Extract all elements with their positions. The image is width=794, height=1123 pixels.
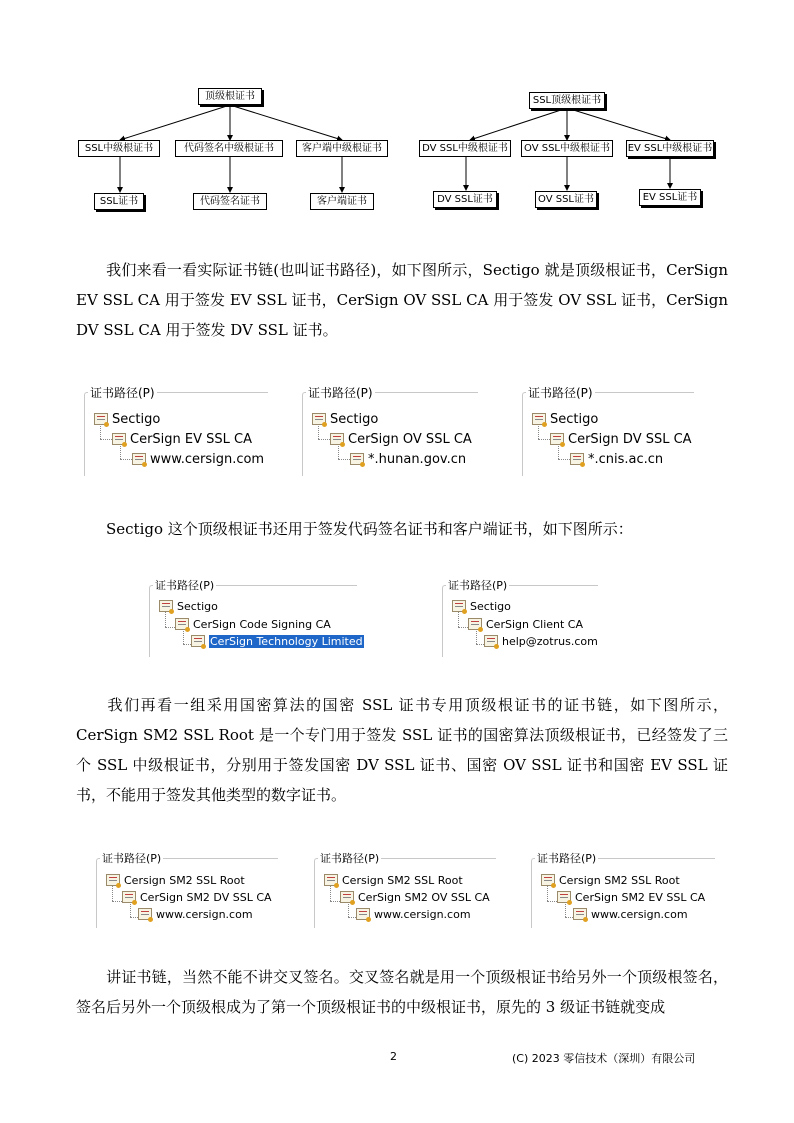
diagram-intermediate-box: DV SSL中级根证书 — [419, 140, 511, 157]
panel-title: 证书路径(P) — [102, 852, 162, 865]
paragraph — [76, 962, 728, 1022]
cert-path-panel — [296, 380, 478, 476]
panel-title: 证书路径(P) — [90, 386, 155, 400]
cert-node-leaf[interactable]: www.cersign.com — [356, 907, 471, 923]
paragraph-text: 我们再看一组采用国密算法的国密 SSL 证书专用顶级根证书的证书链，如下图所示，CerSign SM2 SSL Root 是一个专门用于签发 SSL 证书的国密算法顶级根证书，已经签发了三个 SSL 中级根证书，分别用于签发国密 DV SSL 证书、国密 OV SSL 证书和国密 EV SSL 证书，不能用于签发其他类型的数字证书。 — [76, 696, 728, 804]
cert-path-panel — [78, 380, 268, 476]
certificate-icon — [112, 433, 126, 445]
paragraph-text: 讲证书链，当然不能不讲交叉签名。交叉签名就是用一个顶级根证书给另外一个顶级根签名，签名后另外一个顶级根成为了第一个顶级根证书的中级根证书，原先的 3 级证书链就变成 — [76, 968, 728, 1016]
cert-node-root[interactable]: Sectigo — [452, 599, 511, 615]
paragraph-text: Sectigo 这个顶级根证书还用于签发代码签名证书和客户端证书，如下图所示： — [106, 520, 633, 538]
cert-node-leaf-selected[interactable]: CerSign Technology Limited — [191, 634, 364, 650]
diagram-leaf-box: 客户端证书 — [310, 193, 374, 210]
diagram-root-box: 顶级根证书 — [198, 88, 262, 105]
cert-node-intermediate[interactable]: CerSign SM2 DV SSL CA — [122, 890, 272, 906]
panel-title: 证书路径(P) — [155, 579, 215, 592]
cert-node-root[interactable]: Sectigo — [94, 412, 160, 428]
cert-node-intermediate[interactable]: CerSign SM2 EV SSL CA — [557, 890, 705, 906]
panel-title: 证书路径(P) — [320, 852, 380, 865]
diagram-leaf-box: SSL证书 — [94, 193, 144, 210]
certificate-icon — [132, 453, 146, 465]
cert-node-leaf[interactable]: help@zotrus.com — [484, 634, 598, 650]
cert-node-leaf[interactable]: *.hunan.gov.cn — [350, 452, 466, 468]
diagram-intermediate-box: OV SSL中级根证书 — [521, 140, 613, 157]
cert-node-intermediate[interactable]: CerSign Client CA — [468, 617, 583, 633]
certificate-icon — [541, 874, 555, 886]
cert-node-intermediate[interactable]: CerSign OV SSL CA — [330, 432, 472, 448]
certificate-icon — [138, 908, 152, 920]
cert-node-leaf[interactable]: *.cnis.ac.cn — [570, 452, 663, 468]
panel-title: 证书路径(P) — [528, 386, 593, 400]
diagram-leaf-box: OV SSL证书 — [535, 191, 597, 208]
certificate-icon — [312, 413, 326, 425]
certificate-icon — [324, 874, 338, 886]
footer-copyright: (C) 2023 零信技术（深圳）有限公司 — [512, 1052, 696, 1065]
cert-path-panel — [90, 846, 278, 928]
certificate-icon — [468, 618, 482, 630]
cert-node-leaf[interactable]: www.cersign.com — [573, 907, 688, 923]
cert-path-panel — [143, 573, 363, 657]
certificate-icon — [122, 891, 136, 903]
certificate-icon — [573, 908, 587, 920]
certificate-icon — [94, 413, 108, 425]
certificate-icon — [532, 413, 546, 425]
diagram-root-box: SSL顶级根证书 — [529, 92, 605, 109]
cert-node-intermediate[interactable]: CerSign Code Signing CA — [175, 617, 331, 633]
certificate-icon — [191, 635, 205, 647]
certificate-icon — [159, 600, 173, 612]
certificate-icon — [175, 618, 189, 630]
cert-node-leaf[interactable]: www.cersign.com — [138, 907, 253, 923]
cert-node-leaf[interactable]: www.cersign.com — [132, 452, 264, 468]
certificate-icon — [330, 433, 344, 445]
diagram-intermediate-box: EV SSL中级根证书 — [626, 140, 714, 157]
certificate-icon — [350, 453, 364, 465]
cert-node-root[interactable]: Cersign SM2 SSL Root — [324, 873, 463, 889]
certificate-icon — [106, 874, 120, 886]
cert-node-intermediate[interactable]: CerSign EV SSL CA — [112, 432, 252, 448]
cert-path-panel — [308, 846, 496, 928]
paragraph — [76, 690, 728, 810]
diagram-intermediate-box: SSL中级根证书 — [78, 140, 160, 157]
diagram-leaf-box: 代码签名证书 — [193, 193, 267, 210]
page-number: 2 — [390, 1050, 397, 1063]
cert-node-root[interactable]: Cersign SM2 SSL Root — [106, 873, 245, 889]
cert-node-intermediate[interactable]: CerSign DV SSL CA — [550, 432, 692, 448]
certificate-icon — [570, 453, 584, 465]
panel-title: 证书路径(P) — [537, 852, 597, 865]
paragraph — [76, 514, 728, 544]
certificate-icon — [340, 891, 354, 903]
cert-node-intermediate[interactable]: CerSign SM2 OV SSL CA — [340, 890, 490, 906]
cert-node-root[interactable]: Sectigo — [312, 412, 378, 428]
certificate-icon — [484, 635, 498, 647]
cert-node-root[interactable]: Sectigo — [159, 599, 218, 615]
certificate-icon — [550, 433, 564, 445]
paragraph-text: 我们来看一看实际证书链(也叫证书路径)，如下图所示，Sectigo 就是顶级根证书，CerSign EV SSL CA 用于签发 EV SSL 证书，CerSign OV SSL CA 用于签发 OV SSL 证书，CerSign DV SSL CA 用于签发 DV SSL 证书。 — [76, 261, 728, 339]
certificate-icon — [452, 600, 466, 612]
panel-title: 证书路径(P) — [448, 579, 508, 592]
cert-path-panel — [516, 380, 694, 476]
paragraph — [76, 255, 728, 345]
certificate-icon — [356, 908, 370, 920]
diagram-leaf-box: EV SSL证书 — [639, 189, 701, 206]
diagram-leaf-box: DV SSL证书 — [433, 191, 497, 208]
panel-title: 证书路径(P) — [308, 386, 373, 400]
cert-node-root[interactable]: Sectigo — [532, 412, 598, 428]
certificate-icon — [557, 891, 571, 903]
diagram-intermediate-box: 代码签名中级根证书 — [175, 140, 283, 157]
cert-path-panel — [525, 846, 715, 928]
cert-node-root[interactable]: Cersign SM2 SSL Root — [541, 873, 680, 889]
diagram-intermediate-box: 客户端中级根证书 — [296, 140, 388, 157]
cert-path-panel — [436, 573, 598, 657]
